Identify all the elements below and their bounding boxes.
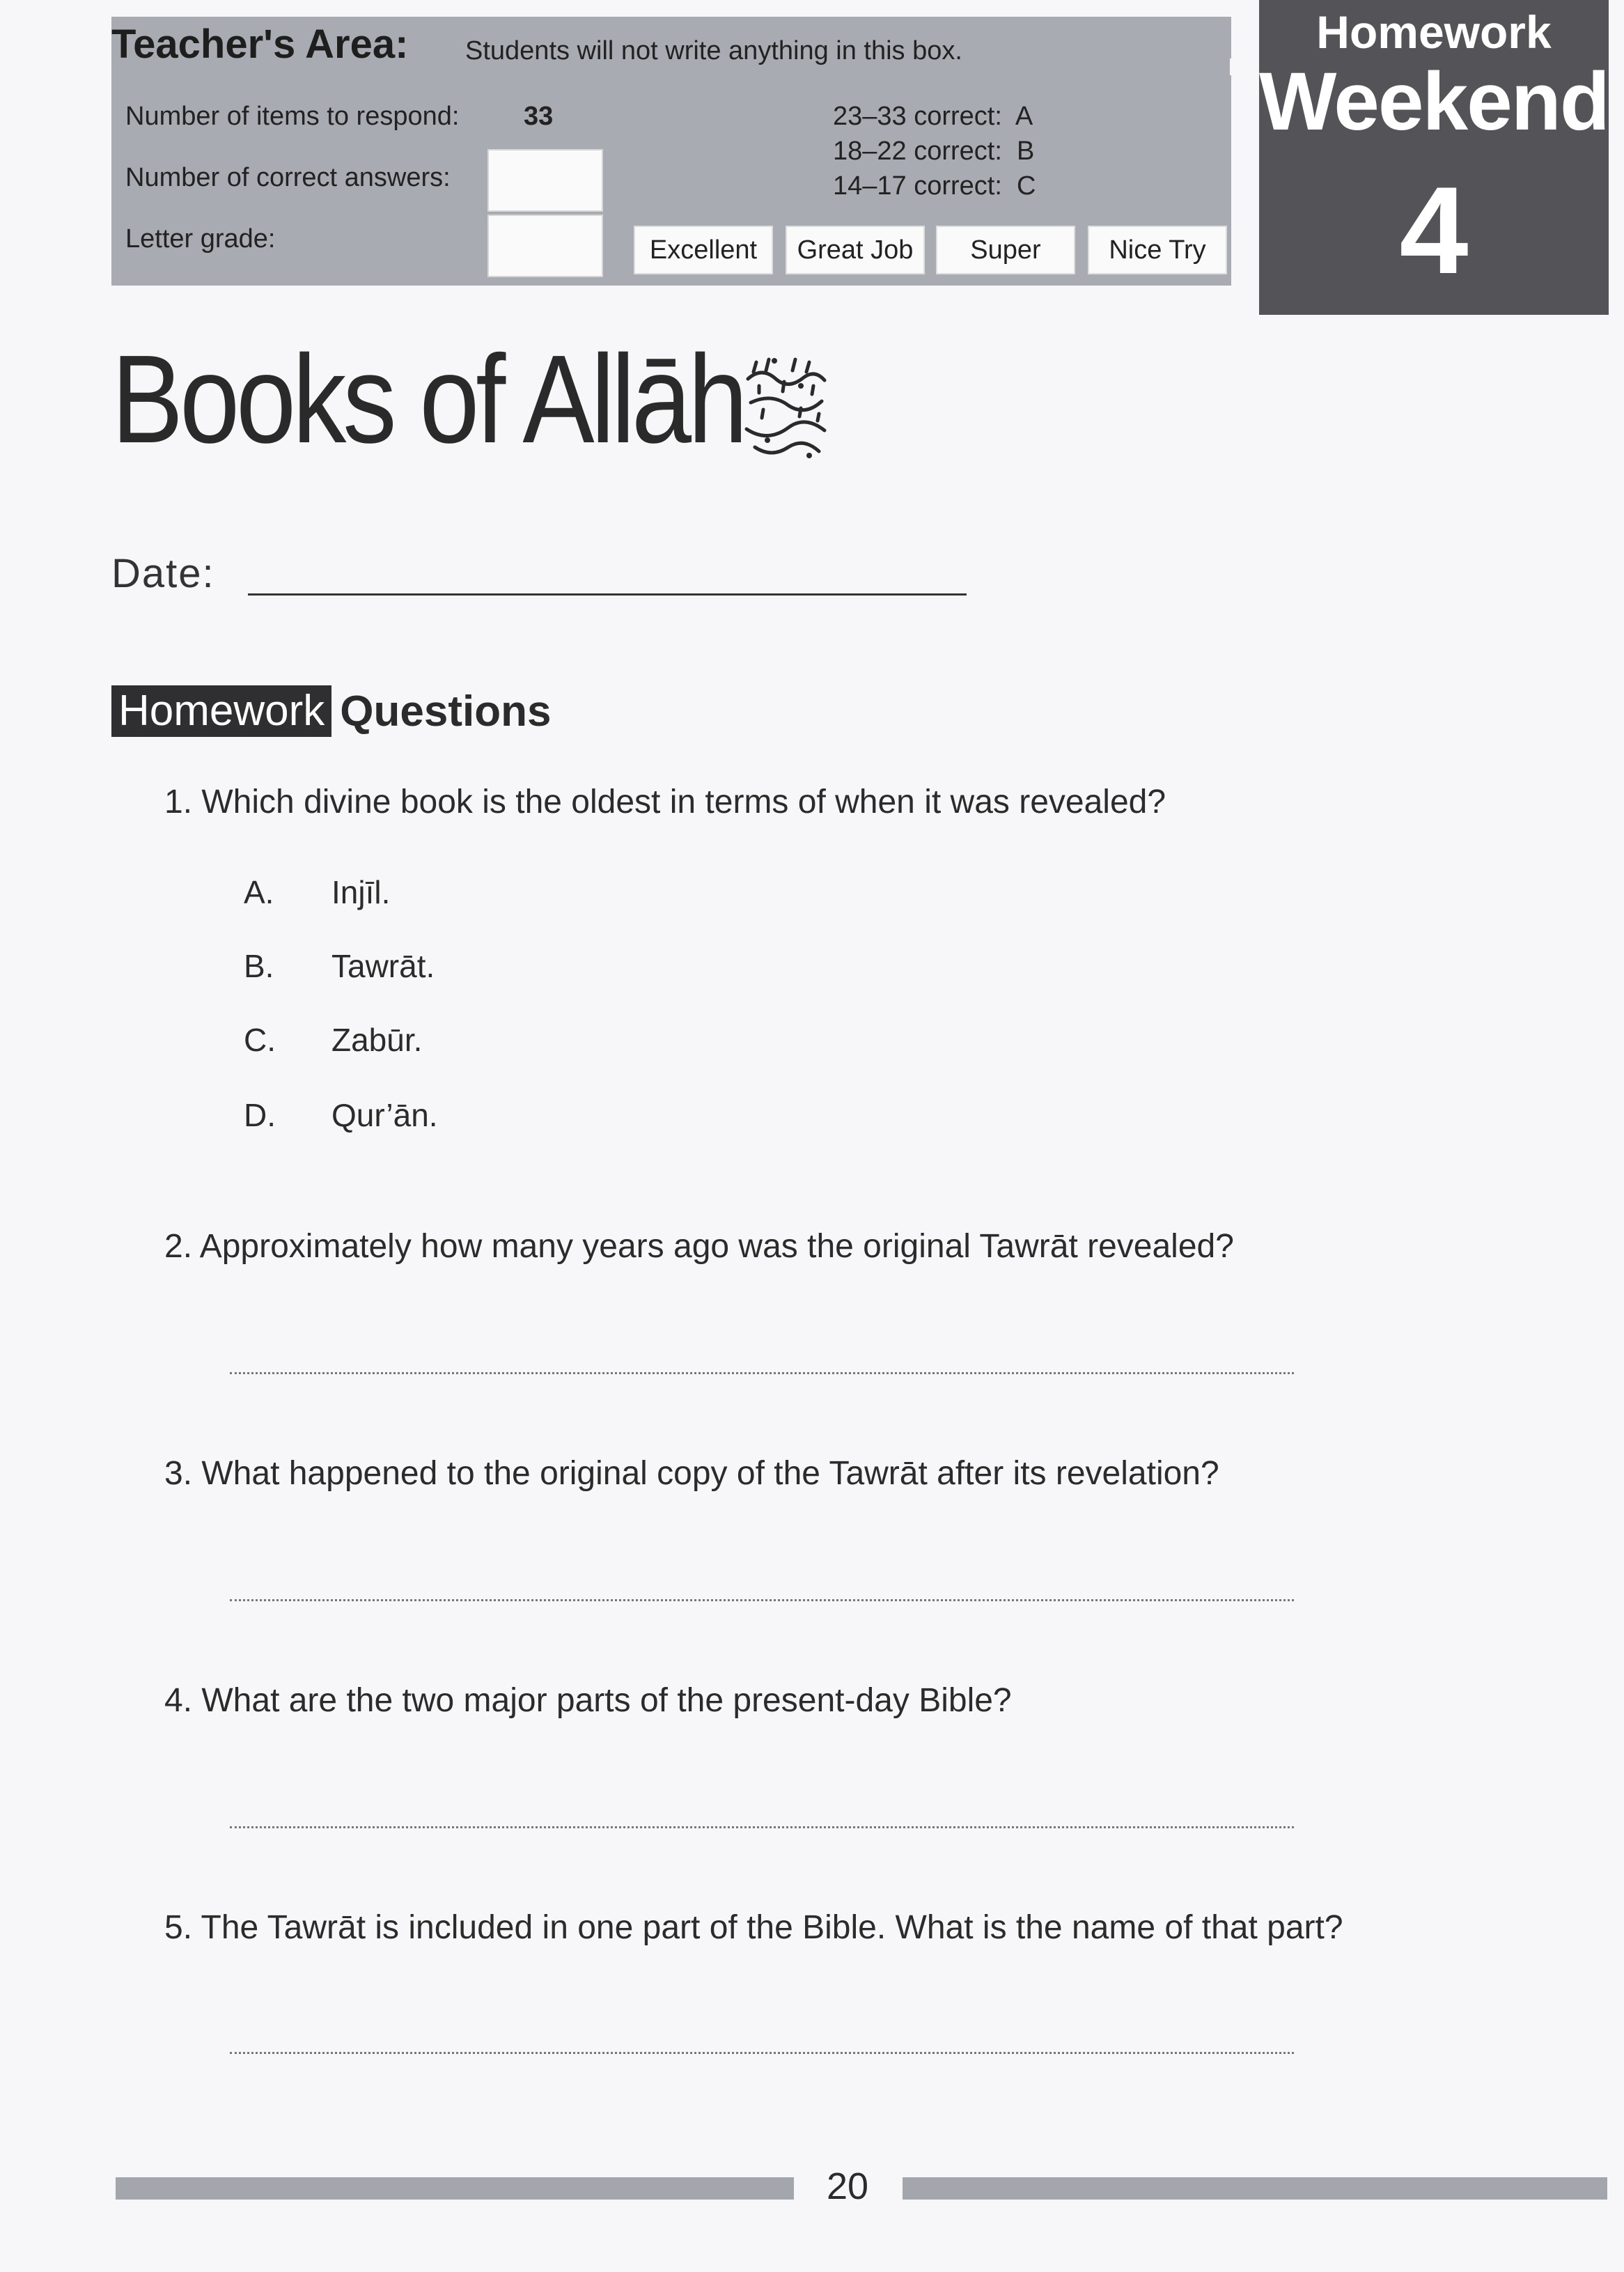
praise-great-job[interactable]: Great Job <box>786 226 925 274</box>
page-title: Books of Allāh <box>111 329 744 469</box>
tag-weekend: Weekend <box>1259 56 1609 148</box>
correct-answers-label: Number of correct answers: <box>125 163 451 192</box>
homework-weekend-tag <box>1259 0 1609 315</box>
grade-scale-c: 14–17 correct: C <box>833 171 1036 201</box>
teacher-area <box>111 17 1231 286</box>
question-1: 1. Which divine book is the oldest in terms of when it was revealed? <box>164 784 1166 820</box>
praise-nice-try[interactable]: Nice Try <box>1088 226 1227 274</box>
question-5: 5. The Tawrāt is included in one part of the Bible. What is the name of that part? <box>164 1909 1343 1946</box>
option-c-letter: C. <box>244 1022 276 1058</box>
section-homework-tag: Homework <box>111 685 331 737</box>
tag-notch <box>1230 59 1259 75</box>
tag-weekend-number: 4 <box>1399 161 1469 299</box>
tag-homework: Homework <box>1316 6 1552 58</box>
option-a-letter: A. <box>244 874 274 910</box>
option-b-text[interactable]: Tawrāt. <box>331 948 435 984</box>
footer-bar-left <box>116 2177 794 2200</box>
letter-grade-label: Letter grade: <box>125 224 276 254</box>
option-b-letter: B. <box>244 948 274 984</box>
question-3: 3. What happened to the original copy of the Tawrāt after its revelation? <box>164 1455 1219 1492</box>
letter-grade-box[interactable] <box>487 215 603 277</box>
footer-bar-right <box>903 2177 1607 2200</box>
answer-line-5[interactable] <box>230 2052 1294 2054</box>
option-d-text[interactable]: Qur’ān. <box>331 1097 438 1133</box>
teacher-area-note: Students will not write anything in this box. <box>465 36 962 65</box>
grade-scale-a: 23–33 correct: A <box>833 102 1033 131</box>
option-a-text[interactable]: Injīl. <box>331 874 391 910</box>
teacher-area-title: Teacher's Area: <box>111 22 409 67</box>
correct-answers-box[interactable] <box>487 149 603 212</box>
answer-line-4[interactable] <box>230 1826 1294 1828</box>
page-number: 20 <box>826 2165 869 2207</box>
section-heading <box>111 685 551 737</box>
answer-line-2[interactable] <box>230 1372 1294 1374</box>
grade-scale-b: 18–22 correct: B <box>833 137 1035 166</box>
items-to-respond-label: Number of items to respond: <box>125 102 460 131</box>
date-label: Date: <box>111 551 215 596</box>
honorific-calligraphy-icon <box>734 351 838 462</box>
answer-line-3[interactable] <box>230 1599 1294 1601</box>
praise-excellent[interactable]: Excellent <box>634 226 773 274</box>
question-2: 2. Approximately how many years ago was the original Tawrāt revealed? <box>164 1228 1234 1265</box>
option-c-text[interactable]: Zabūr. <box>331 1022 423 1058</box>
items-to-respond-count: 33 <box>524 102 554 131</box>
praise-super[interactable]: Super <box>936 226 1075 274</box>
option-d-letter: D. <box>244 1097 276 1133</box>
section-questions-word: Questions <box>340 687 552 736</box>
date-field-line[interactable] <box>248 593 967 596</box>
question-4: 4. What are the two major parts of the present-day Bible? <box>164 1682 1012 1719</box>
